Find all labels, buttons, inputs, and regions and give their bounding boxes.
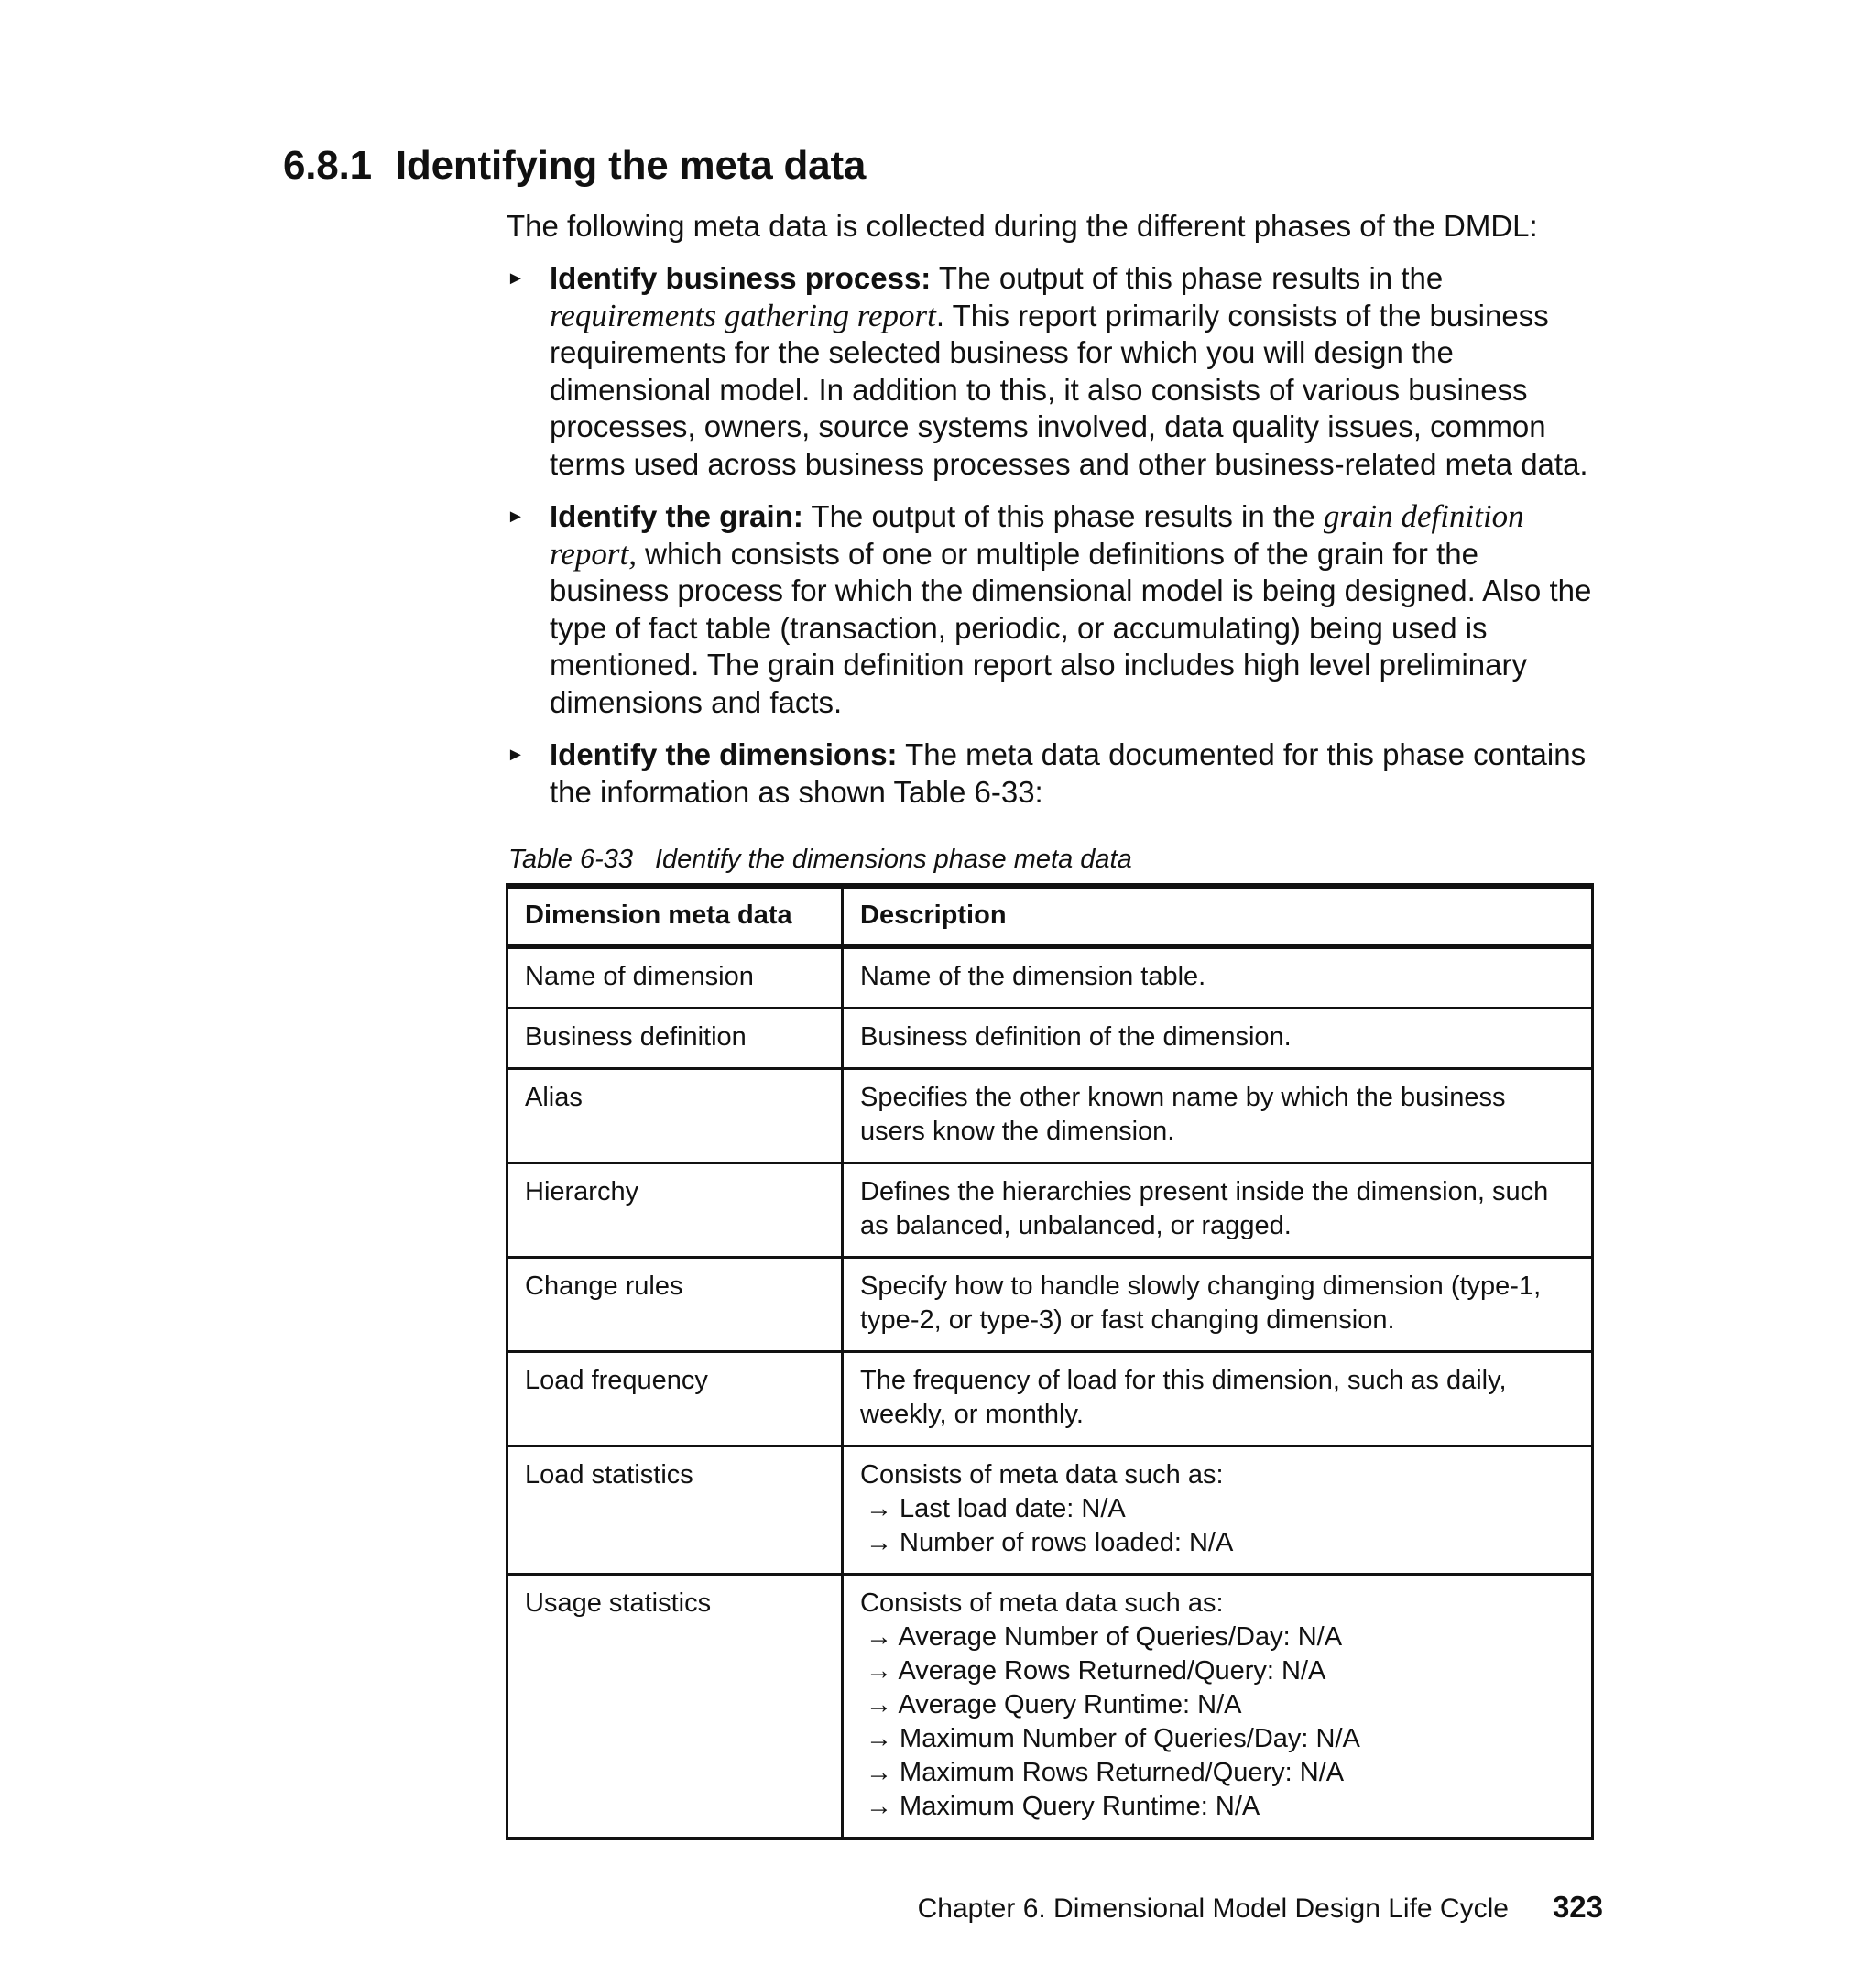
bullet-text: which consists of one or multiple definitions of the grain for the business process for which the dimensional model is being designed. Also the type of fact table (transaction, periodic, or accumulating) being used is mentioned. The grain definition report also includes high level preliminary dimensions and facts. [550, 536, 1592, 719]
table-row [507, 1163, 1593, 1258]
row-name: Business definition [507, 1009, 843, 1069]
row-description-intro: Consists of meta data such as: [860, 1588, 1224, 1618]
sub-item: → Average Rows Returned/Query: N/A [866, 1656, 1326, 1686]
table-row [507, 946, 1593, 1009]
bullet-arrow-icon: ► [507, 507, 525, 527]
row-description-intro: Consists of meta data such as: [860, 1460, 1224, 1490]
intro-paragraph: The following meta data is collected during the different phases of the DMDL: [507, 209, 1538, 243]
table-row [507, 1575, 1593, 1839]
sub-item: → Maximum Rows Returned/Query: N/A [866, 1758, 1345, 1787]
bullet-text: . This report primarily consists of the business requirements for the selected business for which you will design the dimensional model. In addition to this, it also consists of various business processes, owners, source systems involved, data quality issues, common terms used across business processes and other business-related meta data. [550, 298, 1588, 481]
page-footer [918, 1890, 1603, 1925]
bullet-label: Identify business process: [550, 261, 932, 295]
table-header-row [507, 887, 1593, 947]
row-description: Defines the hierarchies present inside the dimension, such as balanced, unbalanced, or ragged. [843, 1163, 1593, 1258]
table-row [507, 1352, 1593, 1446]
bullet-text: The output of this phase results in the [802, 499, 1324, 533]
row-name: Load frequency [507, 1352, 843, 1446]
table-row [507, 1446, 1593, 1575]
table-row [507, 1009, 1593, 1069]
bullet-label: Identify the grain: [550, 499, 803, 533]
column-header: Dimension meta data [507, 887, 843, 947]
phase-bullet-grain [507, 498, 1606, 721]
dimension-meta-table [506, 883, 1594, 1840]
sub-item: → Last load date: N/A [866, 1494, 1126, 1523]
row-description [843, 1446, 1593, 1575]
row-name: Name of dimension [507, 946, 843, 1009]
bullet-label: Identify the dimensions: [550, 737, 898, 771]
bullet-text: The meta data documented for this phase contains the information as shown Table 6-33: [550, 737, 1587, 809]
bullet-text: The output of this phase results in the [931, 261, 1444, 295]
phase-bullet-dimensions [507, 737, 1606, 811]
row-name: Usage statistics [507, 1575, 843, 1839]
row-description: Specifies the other known name by which the business users know the dimension. [843, 1069, 1593, 1163]
row-name: Hierarchy [507, 1163, 843, 1258]
section-number: 6.8.1 [283, 143, 372, 188]
footer-chapter: Chapter 6. Dimensional Model Design Life Cycle [917, 1893, 1509, 1924]
row-description [843, 1575, 1593, 1839]
sub-item: → Number of rows loaded: N/A [866, 1528, 1234, 1557]
row-description: Business definition of the dimension. [843, 1009, 1593, 1069]
bullet-italic-term: grain definition report, [550, 498, 1524, 572]
sub-item: → Maximum Query Runtime: N/A [866, 1792, 1260, 1821]
bullet-italic-term: requirements gathering report [550, 297, 936, 333]
table-row [507, 1069, 1593, 1163]
sub-item: → Average Query Runtime: N/A [866, 1690, 1242, 1719]
column-header: Description [843, 887, 1593, 947]
table-row [507, 1258, 1593, 1352]
row-description: Name of the dimension table. [843, 946, 1593, 1009]
page-number: 323 [1552, 1890, 1603, 1924]
sub-item: → Maximum Number of Queries/Day: N/A [866, 1724, 1360, 1753]
phase-bullet-business-process [507, 260, 1606, 483]
table-caption-title: Identify the dimensions phase meta data [654, 845, 1132, 874]
phase-list [507, 260, 1606, 826]
row-description: Specify how to handle slowly changing dimension (type-1, type-2, or type-3) or fast changing dimension. [843, 1258, 1593, 1352]
table-caption [508, 845, 1132, 875]
row-description: The frequency of load for this dimension, such as daily, weekly, or monthly. [843, 1352, 1593, 1446]
bullet-arrow-icon: ► [507, 745, 525, 765]
sub-item: → Average Number of Queries/Day: N/A [866, 1622, 1343, 1652]
table-caption-number: Table 6-33 [508, 845, 633, 874]
row-name: Alias [507, 1069, 843, 1163]
section-title: Identifying the meta data [395, 143, 867, 188]
row-name: Change rules [507, 1258, 843, 1352]
section-heading [283, 143, 866, 189]
bullet-arrow-icon: ► [507, 268, 525, 289]
row-name: Load statistics [507, 1446, 843, 1575]
